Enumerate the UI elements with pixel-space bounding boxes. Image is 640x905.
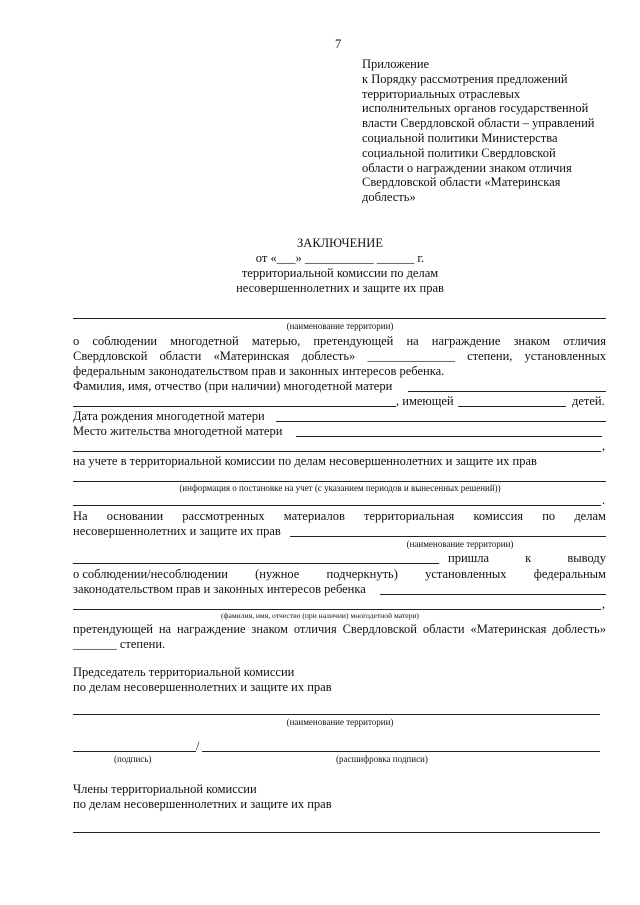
registration-info-line-2[interactable] — [73, 505, 601, 506]
fio-caption: (фамилия, имя, отчество (при наличии) многодетной матери) — [221, 611, 419, 620]
appendix-line: Свердловской области «Материнская — [362, 175, 561, 190]
paragraph-text: федеральным законодательством прав и законных интересов ребенка. — [73, 364, 445, 378]
legislation-text: законодательством прав и законных интересов ребенка — [73, 582, 366, 596]
territory-caption-3: (наименование территории) — [286, 717, 394, 727]
paragraph-text: о соблюдении многодетной матерью, претендующей на награждение знаком отличия — [73, 334, 606, 348]
birth-date-line[interactable] — [276, 421, 606, 422]
heading-line: территориальной комиссии по делам — [241, 266, 439, 280]
signature-caption: (подпись) — [114, 754, 152, 764]
basis-word: материалов — [283, 509, 345, 523]
appendix-line: социальной политики Свердловской — [362, 145, 556, 160]
compliance-word: о соблюдении/несоблюдении — [73, 567, 228, 581]
came-word: к — [525, 551, 532, 565]
compliance-word: подчеркнуть) — [326, 567, 398, 581]
came-word: выводу — [567, 551, 606, 565]
slash: / — [196, 739, 200, 753]
members-territory-line[interactable] — [73, 832, 600, 833]
residence-label: Место жительства многодетной матери — [73, 424, 283, 438]
heading-line: несовершеннолетних и защите их прав — [236, 281, 444, 295]
fio-input-line[interactable] — [408, 391, 606, 392]
members-title: по делам несовершеннолетних и защите их прав — [73, 797, 332, 811]
appendix-line: социальной политики Министерства — [362, 130, 558, 145]
appendix-line: территориальных отраслевых — [362, 86, 521, 101]
children-count-line[interactable] — [458, 406, 566, 407]
compliance-word: федеральным — [533, 567, 606, 581]
registration-info-line[interactable] — [73, 481, 606, 482]
signature-decoding-line[interactable] — [202, 751, 600, 752]
residence-line[interactable] — [296, 436, 602, 437]
members-title: Члены территориальной комиссии — [73, 782, 257, 796]
territory-input-line[interactable] — [73, 318, 606, 319]
territory-input-line-2[interactable] — [290, 536, 606, 537]
signature-line[interactable] — [73, 751, 196, 752]
compliance-line — [73, 567, 606, 582]
birth-date-label: Дата рождения многодетной матери — [73, 409, 265, 423]
appendix-line: области о награждении знаком отличия — [362, 160, 572, 175]
fio-label: Фамилия, имя, отчество (при наличии) многодетной матери — [73, 379, 393, 393]
document-title: ЗАКЛЮЧЕНИЕ — [297, 236, 383, 250]
basis-word: делам — [574, 509, 606, 523]
basis-word: На — [73, 509, 88, 523]
appendix-line: исполнительных органов государственной — [362, 101, 589, 116]
signature-decoding-caption: (расшифровка подписи) — [336, 754, 428, 764]
residence-line-2[interactable] — [73, 451, 601, 452]
period: . — [602, 493, 606, 507]
chairman-title: по делам несовершеннолетних и защите их прав — [73, 680, 332, 694]
fio-input-line-3[interactable] — [380, 594, 606, 595]
having-label: , имеющей — [396, 394, 454, 408]
appendix-line: к Порядку рассмотрения предложений — [362, 71, 568, 86]
comma: , — [602, 439, 606, 453]
registration-info-caption: (информация о постановке на учет (с указанием периодов и вынесенных решений)) — [179, 483, 501, 493]
chairman-territory-line[interactable] — [73, 714, 600, 715]
territory-caption-2: (наименование территории) — [406, 539, 514, 549]
appendix-line: Приложение — [362, 57, 430, 71]
registered-text: на учете в территориальной комиссии по делам несовершеннолетних и защите их прав — [73, 454, 537, 468]
page-number: 7 — [335, 37, 342, 51]
came-word: пришла — [448, 551, 490, 565]
basis-line-2: несовершеннолетних и защите их прав — [73, 524, 281, 538]
came-line — [448, 551, 606, 566]
territory-caption: (наименование территории) — [286, 321, 394, 331]
basis-word: комиссия — [473, 509, 524, 523]
children-label: детей. — [572, 394, 605, 408]
fio-input-line-4[interactable] — [73, 609, 601, 610]
comma: , — [602, 597, 606, 611]
degree-text: _______ степени. — [73, 637, 166, 651]
compliance-word: установленных — [425, 567, 507, 581]
appendix-line: власти Свердловской области – управлений — [362, 116, 595, 131]
chairman-title: Председатель территориальной комиссии — [73, 665, 295, 679]
basis-word: рассмотренных — [182, 509, 265, 523]
basis-line — [73, 509, 606, 524]
territory-input-line-3[interactable] — [73, 563, 439, 564]
claimant-text: претендующей на награждение знаком отличия Свердловской области «Материнская доблесть» — [73, 622, 606, 636]
appendix-block — [362, 57, 612, 205]
basis-word: территориальная — [364, 509, 455, 523]
basis-word: основании — [106, 509, 164, 523]
fio-input-line-2[interactable] — [73, 406, 396, 407]
appendix-line: доблесть» — [362, 190, 416, 205]
basis-word: по — [542, 509, 556, 523]
compliance-word: (нужное — [255, 567, 300, 581]
paragraph-text: Свердловской области «Материнская доблесть» ______________ степени, установленных — [73, 349, 606, 363]
date-line: от «___» ___________ ______ г. — [255, 251, 425, 265]
